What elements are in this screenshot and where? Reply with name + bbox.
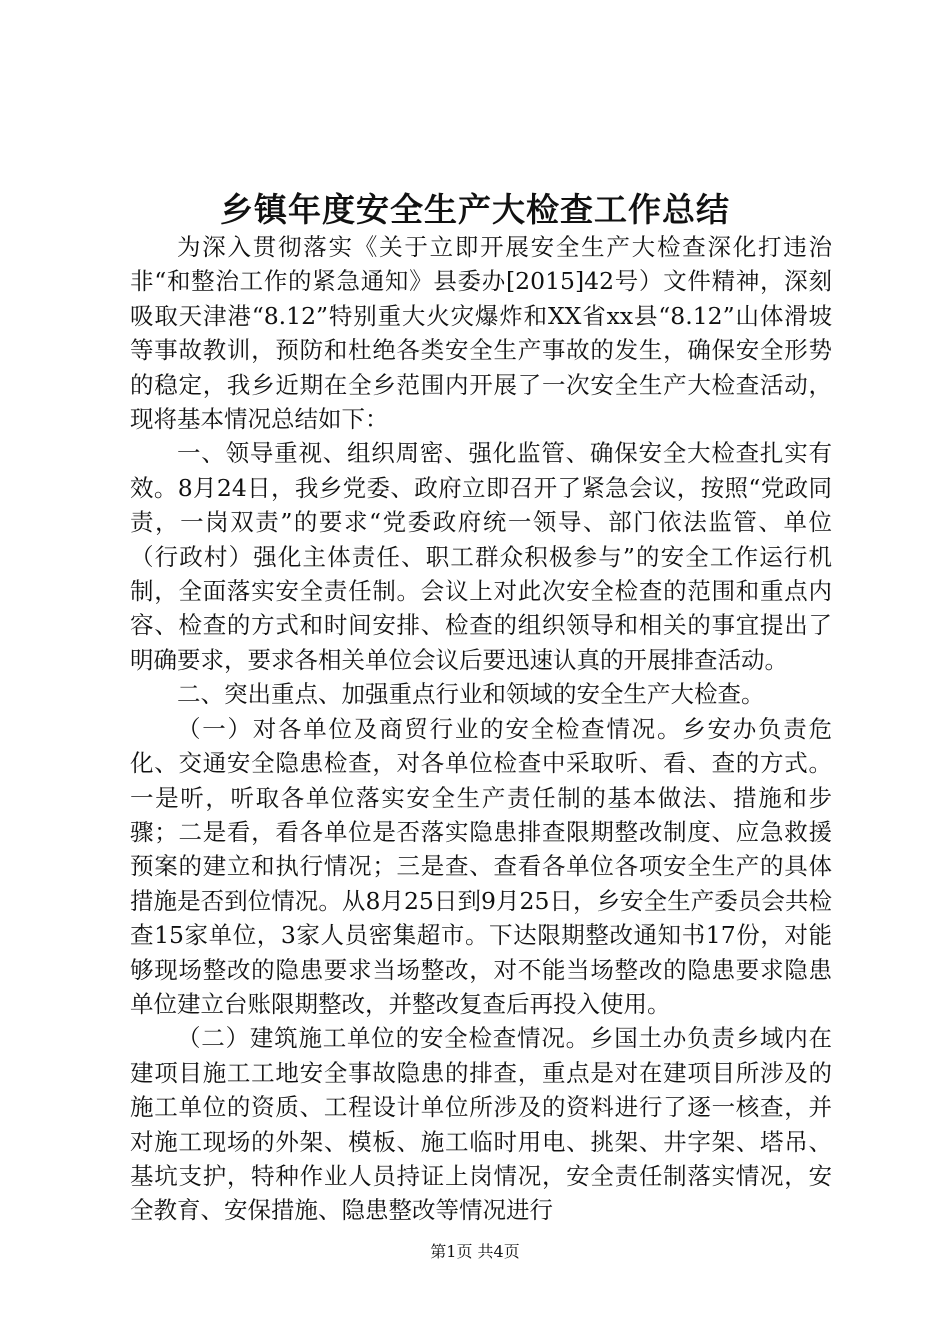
paragraph-subsection-1: （一）对各单位及商贸行业的安全检查情况。乡安办负责危化、交通安全隐患检查，对各单位检查中采取听、看、查的方式。一是听，听取各单位落实安全生产责任制的基本做法、措施和步骤；二是看，看各单位是否落实隐患排查限期整改制度、应急救援预案的建立和执行情况；三是查、查看各单位各项安全生产的具体措施是否到位情况。从8月25日到9月25日，乡安全生产委员会共检查15家单位，3家人员密集超市。下达限期整改通知书17份，对能够现场整改的隐患要求当场整改，对不能当场整改的隐患要求隐患单位建立台账限期整改，并整改复查后再投入使用。 bbox=[130, 714, 832, 1018]
document-body bbox=[130, 230, 832, 1228]
paragraph-intro: 为深入贯彻落实《关于立即开展安全生产大检查深化打违治非“和整治工作的紧急通知》县委办[2015]42号）文件精神，深刻吸取天津港“8.12”特别重大火灾爆炸和XX省xx县“8.12”山体滑坡等事故教训，预防和杜绝各类安全生产事故的发生，确保安全形势的稳定，我乡近期在全乡范围内开展了一次安全生产大检查活动，现将基本情况总结如下： bbox=[130, 233, 832, 434]
page-number-footer: 第1页 共4页 bbox=[430, 1242, 520, 1261]
document-title: 乡镇年度安全生产大检查工作总结 bbox=[220, 190, 730, 229]
paragraph-subsection-2: （二）建筑施工单位的安全检查情况。乡国土办负责乡域内在建项目施工工地安全事故隐患的排查，重点是对在建项目所涉及的施工单位的资质、工程设计单位所涉及的资料进行了逐一核查，并对施工现场的外架、模板、施工临时用电、挑架、井字架、塔吊、基坑支护，特种作业人员持证上岗情况，安全责任制落实情况，安全教育、安保措施、隐患整改等情况进行 bbox=[130, 1024, 832, 1225]
paragraph-section-1: 一、领导重视、组织周密、强化监管、确保安全大检查扎实有效。8月24日，我乡党委、政府立即召开了紧急会议，按照“党政同责，一岗双责”的要求“党委政府统一领导、部门依法监管、单位（行政村）强化主体责任、职工群众积极参与”的安全工作运行机制，全面落实安全责任制。会议上对此次安全检查的范围和重点内容、检查的方式和时间安排、检查的组织领导和相关的事宜提出了明确要求，要求各相关单位会议后要迅速认真的开展排查活动。 bbox=[130, 439, 832, 674]
paragraph-section-2-heading: 二、突出重点、加强重点行业和领域的安全生产大检查。 bbox=[177, 680, 765, 709]
